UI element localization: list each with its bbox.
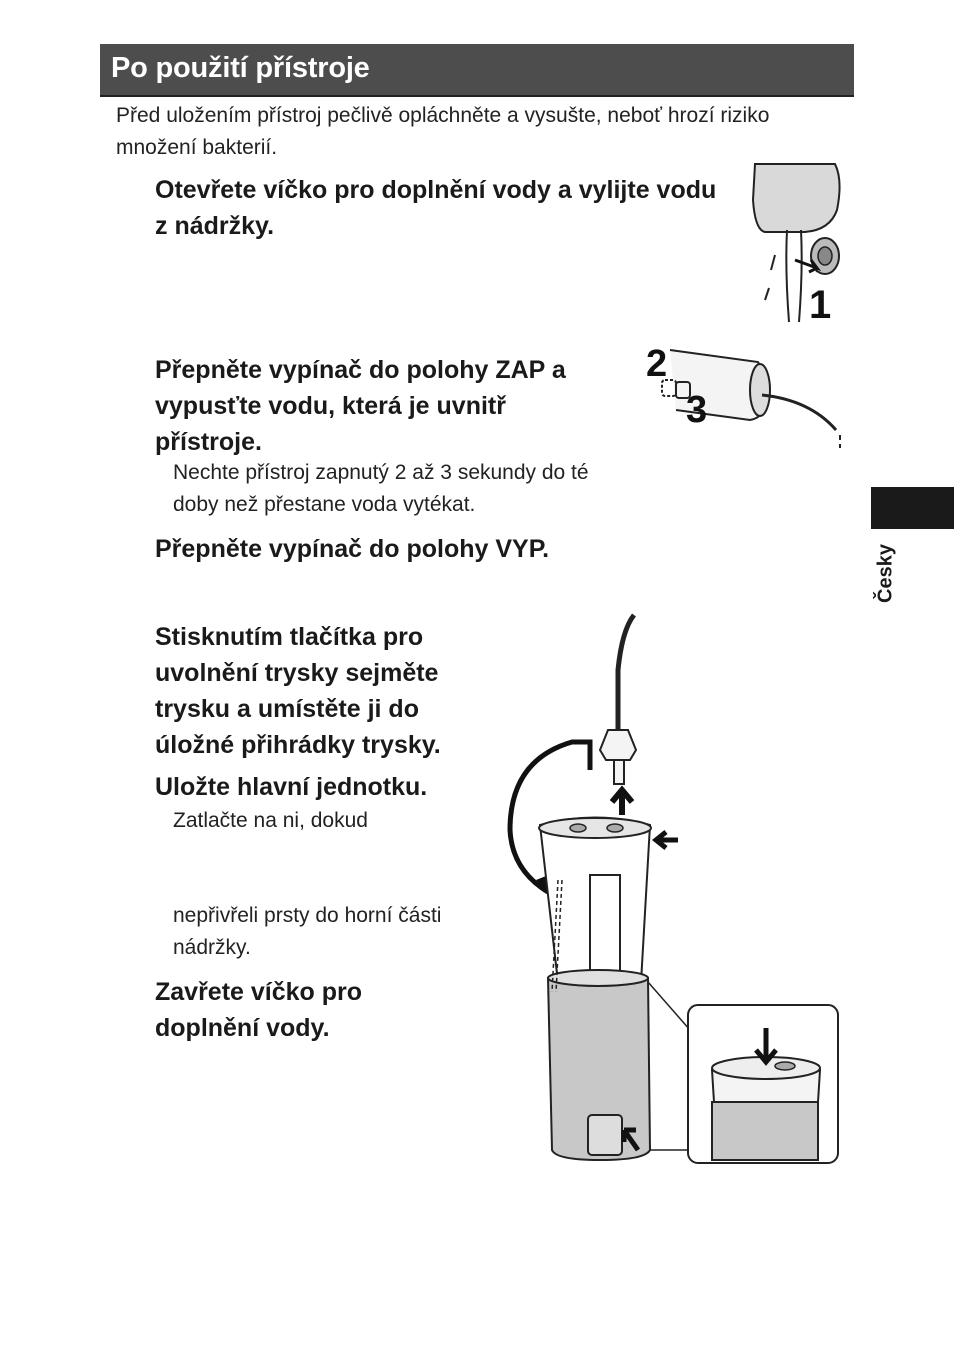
inset-detail-shape [648,982,838,1163]
step-2-instruction [155,352,566,460]
step-5-note-line-3: nádržky. [173,936,251,959]
step-2-line-2: vypusťte vodu, která je uvnitř [155,392,506,420]
release-button-arrow-icon [656,832,678,848]
step-3-line-1: Přepněte vypínač do polohy VYP. [155,535,550,563]
step-3-instruction [155,531,549,567]
step-4-line-2: uvolnění trysky sejměte [155,659,439,687]
step-6-line-2: doplnění vody. [155,1014,330,1042]
figure-store-unit [500,610,845,1170]
step-5-note-part-2 [173,900,441,964]
nozzle-base-shape [750,364,770,416]
water-stream-shape [786,230,801,322]
step-4-instruction [155,619,441,763]
nozzle-tip-shape [762,395,836,430]
figure-empty-tank [745,160,850,330]
step-4-line-1: Stisknutím tlačítka pro [155,623,424,651]
step-5-line-1: Uložte hlavní jednotku. [155,773,428,801]
step-2-note-line-1: Nechte přístroj zapnutý 2 až 3 sekundy do té [173,461,589,484]
step-2-line-3: přístroje. [155,428,262,456]
up-arrow-icon [612,790,632,815]
language-tab-marker [871,487,954,529]
figure-switch-on-drain [640,340,850,450]
step-2-note [173,457,589,521]
step-2-line-1: Přepněte vypínač do polohy ZAP a [155,356,566,384]
callout-number-3: 3 [686,389,708,431]
step-4-line-3: trysku a umístěte ji do [155,695,419,723]
section-title: Po použití přístroje [111,52,370,84]
callout-number-2: 2 [646,343,668,385]
language-tab-label [874,540,898,608]
intro-paragraph [116,100,846,164]
intro-line-1: Před uložením přístroj pečlivě opláchněte a vysušte, neboť hrozí riziko [116,104,770,127]
step-6-instruction [155,974,362,1046]
arrow-icon [795,260,817,272]
intro-line-2: množení bakterií. [116,136,278,159]
step-1-line-1: Otevřete víčko pro doplnění vody a vylijte vodu [155,176,717,204]
section-header [100,44,854,97]
step-5-instruction [155,769,427,805]
step-2-note-line-2: doby než přestane voda vytékat. [173,493,476,516]
step-5-note-line-1: Zatlačte na ni, dokud [173,809,368,832]
step-6-line-1: Zavřete víčko pro [155,978,363,1006]
step-1-line-2: z nádržky. [155,212,275,240]
nozzle-shape [600,615,636,784]
step-1-instruction [155,172,716,244]
tank-body-shape [753,164,840,232]
language-tab-text: Česky [874,544,897,603]
step-4-line-4: úložné přihrádky trysky. [155,731,441,759]
step-5-note-part-1 [173,805,368,837]
callout-number-1: 1 [809,283,832,327]
step-5-note-line-2: nepřivřeli prsty do horní části [173,904,442,927]
